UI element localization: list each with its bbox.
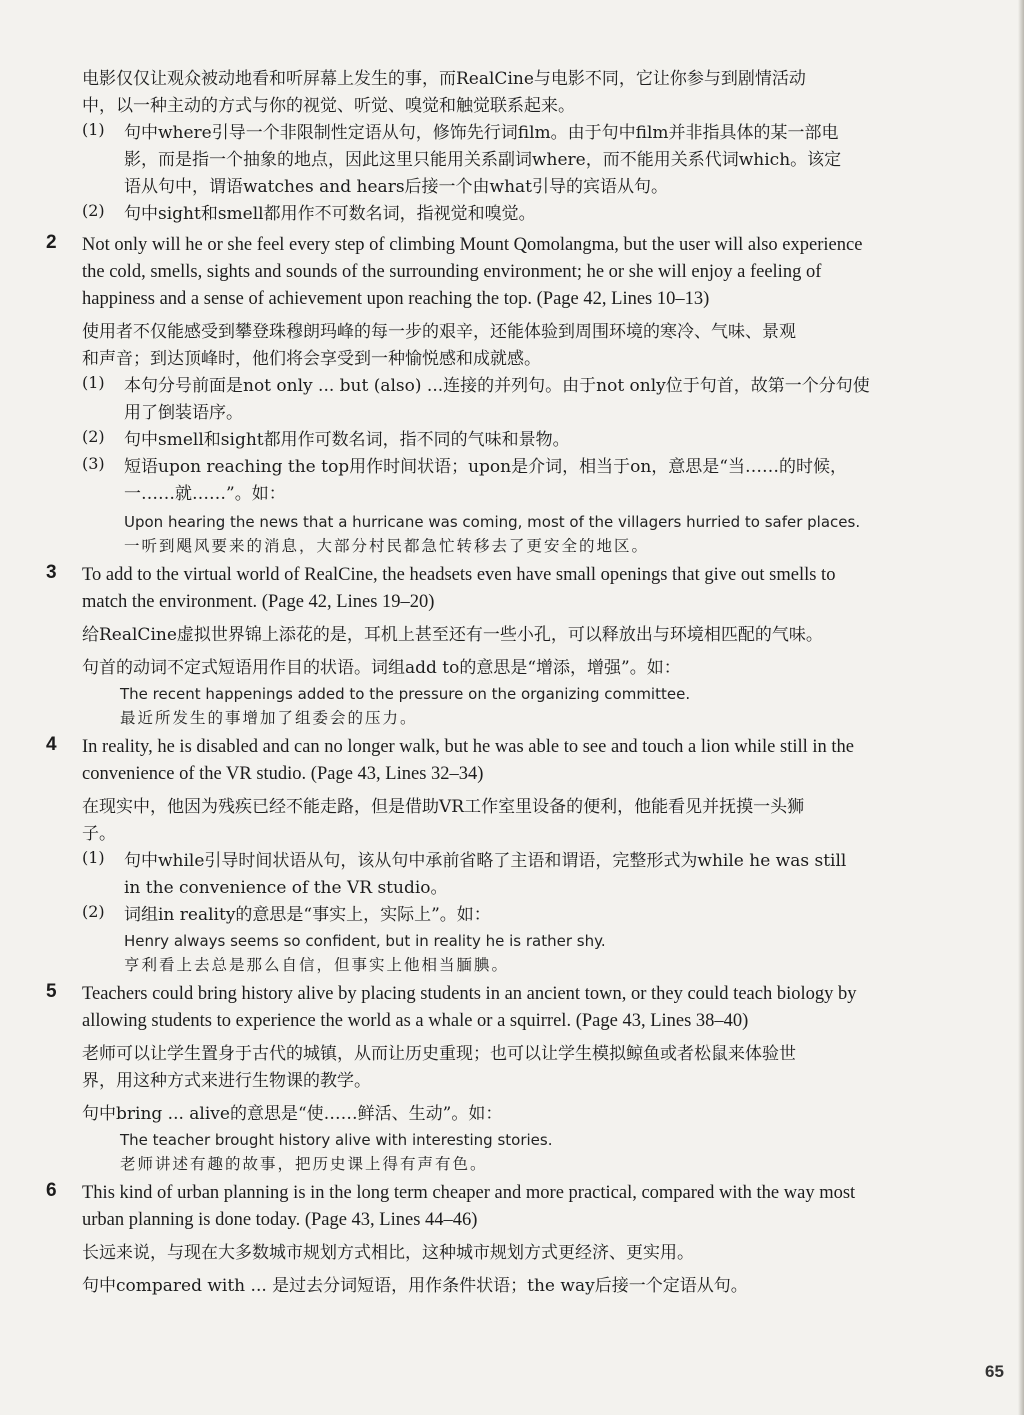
- page-content: [44, 66, 994, 1300]
- note-line: 句中where引导一个非限制性定语从句，修饰先行词film。由于句中film并非指具体的某一部电: [124, 123, 839, 143]
- example-chinese: 一听到飓风要来的消息，大部分村民都急忙转移去了更安全的地区。: [124, 537, 650, 555]
- note-line: 词组in reality的意思是“事实上，实际上”。如：: [124, 905, 491, 925]
- english-sentence: In reality, he is disabled and can no longer walk, but he was able to see and touch a lion while still in the: [82, 737, 854, 757]
- english-sentence: allowing students to experience the world as a whale or a squirrel. (Page 43, Lines 38–40): [82, 1011, 749, 1031]
- english-sentence: Not only will he or she feel every step of climbing Mount Qomolangma, but the user will also experience: [82, 235, 863, 255]
- grammar-note: 句中bring ... alive的意思是“使……鲜活、生动”。如：: [82, 1104, 503, 1124]
- example-english: Upon hearing the news that a hurricane was coming, most of the villagers hurried to safer places.: [124, 513, 861, 531]
- english-sentence: convenience of the VR studio. (Page 43, Lines 32–34): [82, 764, 484, 784]
- english-sentence: the cold, smells, sights and sounds of the surrounding environment; he or she will enjoy a feeling of: [82, 262, 822, 282]
- english-sentence: happiness and a sense of achievement upon reaching the top. (Page 42, Lines 10–13): [82, 289, 710, 309]
- chinese-translation: 给RealCine虚拟世界锦上添花的是，耳机上甚至还有一些小孔，可以释放出与环境相匹配的气味。: [82, 625, 823, 645]
- chinese-translation: 老师可以让学生置身于古代的城镇，从而让历史重现；也可以让学生模拟鲸鱼或者松鼠来体验世: [82, 1044, 796, 1064]
- intro-line: 中，以一种主动的方式与你的视觉、听觉、嗅觉和触觉联系起来。: [82, 96, 575, 116]
- note-line: 句中sight和smell都用作不可数名词，指视觉和嗅觉。: [124, 204, 536, 224]
- note-number: (1): [82, 848, 105, 867]
- chinese-translation: 长远来说，与现在大多数城市规划方式相比，这种城市规划方式更经济、更实用。: [82, 1243, 694, 1263]
- english-sentence: This kind of urban planning is in the long term cheaper and more practical, compared with the way most: [82, 1183, 856, 1203]
- grammar-note: 句中compared with ... 是过去分词短语，用作条件状语；the way后接一个定语从句。: [82, 1276, 748, 1296]
- intro-note-2: [44, 201, 994, 228]
- chinese-translation: 子。: [82, 824, 116, 844]
- item-number: 4: [46, 734, 57, 755]
- chinese-translation: 和声音；到达顶峰时，他们将会享受到一种愉悦感和成就感。: [82, 349, 541, 369]
- note-number: (2): [82, 201, 105, 220]
- note-line: 用了倒装语序。: [124, 403, 243, 423]
- sentence-item-5: [44, 981, 994, 1176]
- example-chinese: 亨利看上去总是那么自信，但事实上他相当腼腆。: [124, 956, 510, 974]
- item-number: 6: [46, 1180, 57, 1201]
- item-number: 5: [46, 981, 57, 1002]
- note-number: (3): [82, 454, 105, 473]
- note-line: 本句分号前面是not only ... but (also) ...连接的并列句。由于not only位于句首，故第一个分句使: [124, 376, 870, 396]
- page-edge-shadow: [1018, 0, 1024, 1415]
- note-number: (1): [82, 373, 105, 392]
- note-number: (2): [82, 427, 105, 446]
- sentence-item-3: [44, 562, 994, 730]
- item-note-2: [82, 427, 994, 454]
- intro-note-1: [44, 120, 994, 201]
- example-chinese: 老师讲述有趣的故事，把历史课上得有声有色。: [120, 1155, 488, 1173]
- chinese-translation: 在现实中，他因为残疾已经不能走路，但是借助VR工作室里设备的便利，他能看见并抚摸一头狮: [82, 797, 805, 817]
- note-number: (2): [82, 902, 105, 921]
- english-sentence: Teachers could bring history alive by placing students in an ancient town, or they could teach biology by: [82, 984, 857, 1004]
- example-english: The teacher brought history alive with interesting stories.: [120, 1131, 553, 1149]
- intro-block: [44, 66, 994, 228]
- intro-line: 电影仅仅让观众被动地看和听屏幕上发生的事，而RealCine与电影不同，它让你参与到剧情活动: [82, 69, 806, 89]
- note-line: 短语upon reaching the top用作时间状语；upon是介词，相当于on，意思是“当……的时候，: [124, 457, 847, 477]
- note-line: 句中while引导时间状语从句，该从句中承前省略了主语和谓语，完整形式为while he was still: [124, 851, 847, 871]
- sentence-item-2: [44, 232, 994, 558]
- english-sentence: urban planning is done today. (Page 43, Lines 44–46): [82, 1210, 478, 1230]
- page-number: 65: [985, 1362, 1004, 1381]
- note-line: 影，而是指一个抽象的地点，因此这里只能用关系副词where，而不能用关系代词which。该定: [124, 150, 842, 170]
- item-note-1: [82, 373, 994, 427]
- item-number: 2: [46, 232, 57, 253]
- note-line: 一……就……”。如：: [124, 484, 286, 504]
- note-number: (1): [82, 120, 105, 139]
- example-english: Henry always seems so confident, but in reality he is rather shy.: [124, 932, 606, 950]
- grammar-note: 句首的动词不定式短语用作目的状语。词组add to的意思是“增添，增强”。如：: [82, 658, 681, 678]
- item-note-1: [82, 848, 994, 902]
- note-line: 句中smell和sight都用作可数名词，指不同的气味和景物。: [124, 430, 570, 450]
- item-note-2: [82, 902, 994, 929]
- note-line: in the convenience of the VR studio。: [124, 878, 448, 898]
- example-chinese: 最近所发生的事增加了组委会的压力。: [120, 709, 418, 727]
- note-line: 语从句中，谓语watches and hears后接一个由what引导的宾语从句。: [124, 177, 669, 197]
- example-english: The recent happenings added to the pressure on the organizing committee.: [120, 685, 691, 703]
- english-sentence: match the environment. (Page 42, Lines 19–20): [82, 592, 435, 612]
- sentence-item-6: [44, 1180, 994, 1300]
- sentence-item-4: [44, 734, 994, 977]
- item-note-3: [82, 454, 994, 508]
- english-sentence: To add to the virtual world of RealCine, the headsets even have small openings that give out smells to: [82, 565, 836, 585]
- chinese-translation: 界，用这种方式来进行生物课的教学。: [82, 1071, 371, 1091]
- chinese-translation: 使用者不仅能感受到攀登珠穆朗玛峰的每一步的艰辛，还能体验到周围环境的寒冷、气味、景观: [82, 322, 796, 342]
- item-number: 3: [46, 562, 57, 583]
